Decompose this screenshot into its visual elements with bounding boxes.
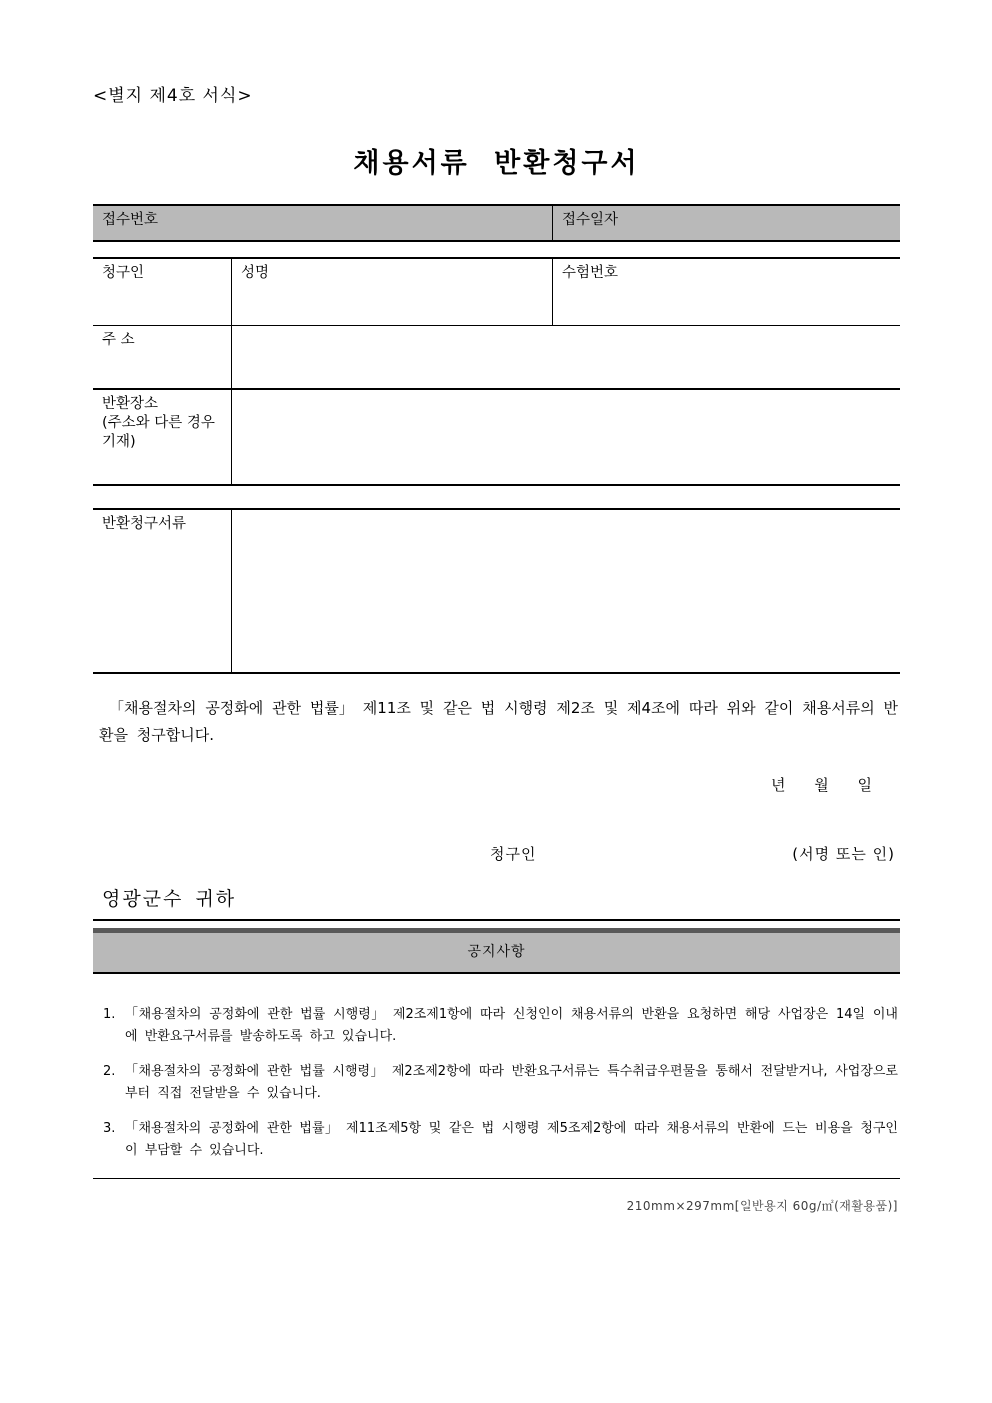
receipt-number-label: 접수번호 bbox=[102, 212, 159, 228]
return-place-label-cell bbox=[93, 390, 232, 484]
declaration-text: 「채용절차의 공정화에 관한 법률」 제11조 및 같은 법 시행령 제2조 및 제4조에 따라 위와 같이 채용서류의 반환을 청구합니다. bbox=[99, 699, 898, 744]
receipt-number-cell[interactable] bbox=[93, 206, 553, 240]
applicant-row-address bbox=[93, 326, 900, 390]
return-place-input-cell[interactable] bbox=[232, 390, 900, 484]
signer-claimant-label: 청구인 bbox=[490, 845, 537, 863]
list-item bbox=[93, 1061, 900, 1105]
documents-label: 반환청구서류 bbox=[102, 516, 187, 532]
list-item-number: 1. bbox=[103, 1007, 116, 1022]
addressee: 영광군수 귀하 bbox=[102, 888, 237, 910]
documents-input-cell[interactable] bbox=[232, 510, 900, 672]
divider-line bbox=[93, 919, 900, 921]
list-item bbox=[93, 1004, 900, 1048]
list-item-text: 「채용절차의 공정화에 관한 법률 시행령」 제2조제1항에 따라 신청인이 채용서류의 반환을 요청하면 해당 사업장은 14일 이내에 반환요구서류를 발송하도록 하고 있습니다. bbox=[125, 1007, 898, 1044]
signer-row bbox=[93, 843, 900, 865]
address-input-cell[interactable] bbox=[232, 326, 900, 388]
paper-spec-text: 210mm×297mm[일반용지 60g/㎡(재활용품)] bbox=[626, 1199, 898, 1213]
notice-header-bar bbox=[93, 928, 900, 974]
applicant-table bbox=[93, 257, 900, 486]
footer-divider-line bbox=[93, 1178, 900, 1179]
date-line: 년 월 일 bbox=[770, 776, 872, 794]
return-place-note: (주소와 다른 경우 기재) bbox=[102, 415, 215, 450]
list-item-text: 「채용절차의 공정화에 관한 법률」 제11조제5항 및 같은 법 시행령 제5조제2항에 따라 채용서류의 반환에 드는 비용을 청구인이 부담할 수 있습니다. bbox=[125, 1121, 898, 1158]
receipt-date-label: 접수일자 bbox=[562, 212, 619, 228]
exam-number-input-cell[interactable] bbox=[553, 259, 900, 325]
applicant-row-name bbox=[93, 259, 900, 326]
notice-list bbox=[93, 1004, 900, 1162]
documents-row bbox=[93, 510, 900, 674]
address-label-cell bbox=[93, 326, 232, 388]
address-label: 주 소 bbox=[102, 332, 135, 348]
receipt-date-cell[interactable] bbox=[553, 206, 900, 240]
exam-number-label: 수험번호 bbox=[562, 265, 619, 281]
receipt-table-row bbox=[93, 206, 900, 242]
name-label: 성명 bbox=[241, 265, 270, 281]
list-item bbox=[93, 1118, 900, 1162]
signature-note: (서명 또는 인) bbox=[792, 845, 895, 863]
form-designation: <별지 제4호 서식> bbox=[93, 86, 253, 106]
list-item-number: 2. bbox=[103, 1064, 116, 1079]
name-input-cell[interactable] bbox=[232, 259, 553, 325]
receipt-table bbox=[93, 204, 900, 242]
documents-label-cell bbox=[93, 510, 232, 672]
list-item-number: 3. bbox=[103, 1121, 116, 1136]
list-item-text: 「채용절차의 공정화에 관한 법률 시행령」 제2조제2항에 따라 반환요구서류는 특수취급우편물을 통해서 전달받거나, 사업장으로부터 직접 전달받을 수 있습니다. bbox=[125, 1064, 898, 1101]
claimant-label-cell bbox=[93, 259, 232, 325]
notice-header-title: 공지사항 bbox=[93, 933, 900, 972]
documents-table bbox=[93, 508, 900, 674]
page-title: 채용서류 반환청구서 bbox=[353, 148, 640, 179]
applicant-row-return-place bbox=[93, 390, 900, 486]
claimant-label: 청구인 bbox=[102, 265, 145, 281]
return-place-label: 반환장소 bbox=[102, 396, 159, 412]
